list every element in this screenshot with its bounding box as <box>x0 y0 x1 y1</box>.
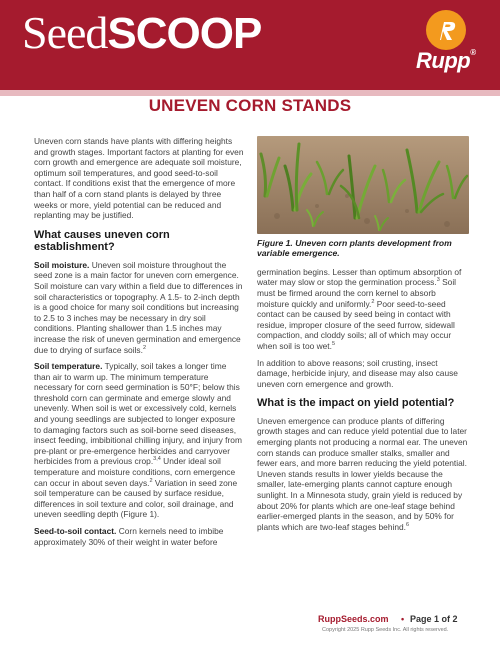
ref-superscript: 3 <box>436 277 440 284</box>
soil-moisture-paragraph <box>34 260 244 355</box>
rupp-r-mark-icon <box>426 10 466 50</box>
logo-registered: ® <box>470 48 476 57</box>
ref-superscript: 5 <box>331 341 336 348</box>
heading-yield-impact: What is the impact on yield potential? <box>257 397 455 410</box>
impact-text: Uneven emergence can produce plants of differing growth stages and can reduce yield potential due to later emerging plants not producing a normal ear. The uneven corn stands can produce smaller stalks, smaller and fewer ears, and more barren reducing the yield potential. Uneven stands results in lower yields because the smaller, late-emerging plants cannot capture enough sunlight. In a Minnesota study, grain yield is reduced by about 20% for plants which are one-leaf stage behind earlier-emerged plants in the season, and by 50% for plants which are two-leaf stages behind. <box>257 415 468 532</box>
heading-causes: What causes uneven corn establishment? <box>34 228 170 254</box>
seedscoop-title <box>22 7 262 58</box>
soil-moisture-text: Uneven soil moisture throughout the seed zone is a main factor for uneven corn emergence. Soil moisture can vary within a field due to differences in soil characteristics or topography. A 1.5- to 2-inch depth is a good choice for many soil conditions but increasing to 2.5 to 3 inches may be necessary in dry soil conditions. Planting shallower than 1.5 inches may increase the risk of uneven germination and emergence due to drying of surface soils. <box>34 259 243 355</box>
footer-page-number: Page 1 of 2 <box>410 614 458 624</box>
soil-temperature-lead: Soil temperature. <box>34 361 103 372</box>
rupp-logo <box>410 8 486 80</box>
seed-contact-text: Corn kernels need to imbibe approximately 30% of their weight in water before <box>34 526 224 547</box>
brand-scoop: SCOOP <box>107 9 262 58</box>
seed-contact-lead: Seed-to-soil contact. <box>34 526 117 536</box>
brand-seed: Seed <box>22 7 108 58</box>
cont-text-b: Soil must be firmed around the corn kernel to absorb moisture quickly and uniformly. <box>257 277 457 309</box>
soil-temperature-text-b: Under ideal soil temperature and moisture conditions, corn emergence can occur in about seven days. <box>34 456 236 488</box>
corn-seedlings-image <box>257 136 469 234</box>
intro-paragraph: Uneven corn stands have plants with differing heights and growth stages. Important factors at planting for even corn growth and emergence are adequate soil moisture, optimum soil temperatures, and good seed-to-soil contact. If conditions exist that the emergence of more than half of a corn stand plants is delayed by three weeks or more, yield potential can be reduced and replanting may be justified. <box>34 136 244 221</box>
ref-superscript: 2 <box>371 298 375 305</box>
soil-temperature-text-c: Variation in seed zone soil temperature can be caused by surface residue, differences in soil texture and color, soil drainage, and uneven seedling depth (Figure 1). <box>34 477 238 520</box>
soil-temperature-paragraph <box>34 361 244 520</box>
cont-text-a: germination begins. Lesser than optimum absorption of water may slow or stop the germination process. <box>257 266 462 288</box>
logo-wordmark <box>416 48 486 74</box>
footer-website-link[interactable]: RuppSeeds.com <box>318 614 389 624</box>
seed-contact-paragraph <box>34 526 244 547</box>
cont-text-c: Poor seed-to-seed contact can be caused by seed being in contact with residue, improper closure of the seed furrow, sidewall compaction, and cloddy soils; all of which may occur when soil is too wet. <box>257 298 455 351</box>
ref-superscript: 6 <box>405 521 410 528</box>
ref-superscript: 3,4 <box>153 456 161 463</box>
right-column <box>257 136 469 538</box>
soil-temperature-text-a: Typically, soil takes a longer time than air to warm up. The minimum temperature necessary for corn seed germination is 50°F; below this threshold corn can germinate and emerge slowly and unevenly. When soil is wet or excessively cold, kernels and young seedlings are subjected to longer exposure to damaging factors such as soil-borne seed diseases, insect feeding, imbibitional chilling injury, and injury from pre-plant or pre-emergence herbicides and carryover herbicides from a previous crop. <box>34 361 242 467</box>
header-banner <box>0 0 500 90</box>
left-column <box>34 136 244 553</box>
figure-caption: Figure 1. Uneven corn plants development from variable emergence. <box>257 238 452 259</box>
logo-word: Rupp <box>416 48 471 73</box>
corn-field-photo <box>257 136 469 234</box>
ref-superscript: 2 <box>142 344 146 351</box>
seed-contact-continued <box>257 267 469 352</box>
footer-separator: • <box>401 614 405 624</box>
ref-superscript: 2 <box>149 477 153 484</box>
addition-paragraph: In addition to above reasons; soil crusting, insect damage, herbicide injury, and disease may also cause uneven corn emergence and growth. <box>257 357 458 389</box>
yield-impact-paragraph <box>257 416 469 533</box>
page-title: UNEVEN CORN STANDS <box>148 96 352 115</box>
soil-moisture-lead: Soil moisture. <box>34 259 90 270</box>
footer <box>0 612 500 648</box>
footer-copyright: Copyright 2025 Rupp Seeds Inc. All rights reserved. <box>322 627 449 633</box>
